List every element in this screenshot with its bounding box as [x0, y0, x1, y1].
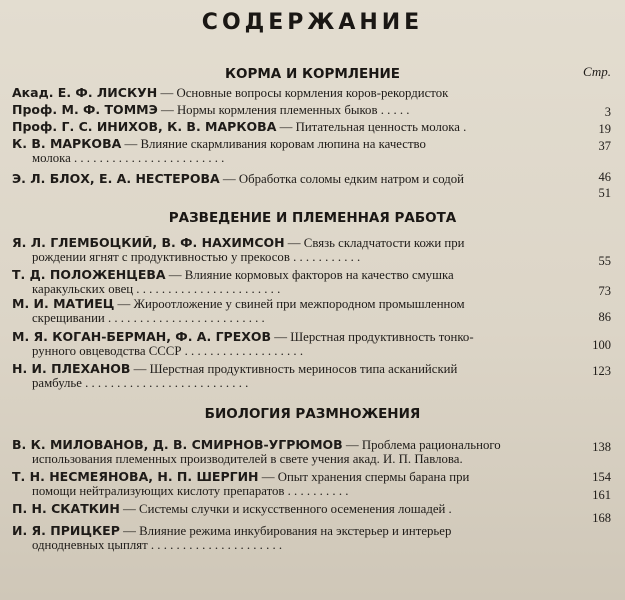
section-heading-feeding: КОРМА И КОРМЛЕНИЕ: [224, 66, 401, 82]
entry-title-continued: рунного овцеводства СССР . . . . . . . . . . . . . . . . . . .: [32, 344, 304, 358]
entry-title-continued: однодневных цыплят . . . . . . . . . . . . . . . . . . . . .: [32, 538, 283, 552]
toc-entry[interactable]: [12, 103, 598, 117]
entry-title: — Опыт хранения спермы барана при: [258, 470, 470, 484]
toc-entry[interactable]: [12, 172, 598, 186]
entry-page-number: 3: [604, 105, 611, 119]
entry-page-number: 46: [598, 170, 611, 184]
entry-title: — Проблема рационального: [342, 438, 501, 452]
toc-entry[interactable]: [12, 86, 598, 100]
entry-title: — Влияние режима инкубирования на экстерьер и интерьер: [119, 524, 452, 538]
toc-entry[interactable]: [12, 502, 598, 516]
entry-authors: Н. И. ПЛЕХАНОВ: [12, 362, 131, 376]
entry-title-continued: рождении ягнят с продуктивностью у прекосов . . . . . . . . . . .: [32, 250, 361, 264]
entry-authors: Э. Л. БЛОХ, Е. А. НЕСТЕРОВА: [12, 172, 220, 186]
toc-entry[interactable]: [12, 137, 598, 165]
entry-title: — Связь складчатости кожи при: [284, 236, 465, 250]
entry-page-number-secondary: 51: [598, 186, 611, 200]
entry-title: — Шерстная продуктивность мериносов типа асканийский: [130, 362, 458, 376]
entry-authors: М. И. МАТИЕЦ: [12, 297, 115, 311]
entry-title-continued: использования племенных производителей в свете учения акад. И. П. Павлова.: [32, 452, 463, 466]
entry-page-number: 55: [598, 254, 611, 268]
entry-page-number: 100: [592, 338, 611, 352]
entry-authors: Я. Л. ГЛЕМБОЦКИЙ, В. Ф. НАХИМСОН: [12, 236, 285, 250]
toc-entry[interactable]: [12, 438, 598, 466]
entry-title: — Влияние скармливания коровам люпина на качество: [121, 137, 426, 151]
toc-entry[interactable]: [12, 120, 598, 134]
entry-title-continued: молока . . . . . . . . . . . . . . . . . . . . . . . .: [32, 151, 225, 165]
toc-entry[interactable]: [12, 524, 598, 552]
entry-authors: М. Я. КОГАН-БЕРМАН, Ф. А. ГРЕХОВ: [12, 330, 272, 344]
entry-page-number: 86: [598, 310, 611, 324]
toc-entry[interactable]: [12, 297, 598, 325]
entry-page-number: 138: [592, 440, 611, 454]
entry-title-continued: каракульских овец . . . . . . . . . . . . . . . . . . . . . . .: [32, 282, 281, 296]
entry-title: — Шерстная продуктивность тонко-: [271, 330, 474, 344]
entry-title-continued: помощи нейтрализующих кислоту препаратов . . . . . . . . . .: [32, 484, 349, 498]
entry-page-number: 73: [598, 284, 611, 298]
toc-entry[interactable]: [12, 268, 598, 296]
entry-authors: Т. Д. ПОЛОЖЕНЦЕВА: [12, 268, 166, 282]
entry-authors: И. Я. ПРИЦКЕР: [12, 524, 120, 538]
entry-authors: В. К. МИЛОВАНОВ, Д. В. СМИРНОВ-УГРЮМОВ: [12, 438, 343, 452]
toc-entry[interactable]: [12, 236, 598, 264]
section-heading-breeding: РАЗВЕДЕНИЕ И ПЛЕМЕННАЯ РАБОТА: [168, 210, 457, 226]
entry-title: — Нормы кормления племенных быков . . . . .: [157, 103, 410, 117]
entry-title: — Жироотложение у свиней при межпородном промышленном: [114, 297, 465, 311]
entry-authors: Акад. Е. Ф. ЛИСКУН: [12, 86, 158, 100]
entry-title: — Влияние кормовых факторов на качество смушка: [165, 268, 454, 282]
entry-page-number: 19: [598, 122, 611, 136]
entry-authors: Проф. Г. С. ИНИХОВ, К. В. МАРКОВА: [12, 120, 277, 134]
section-heading-reproduction: БИОЛОГИЯ РАЗМНОЖЕНИЯ: [204, 406, 421, 422]
page-title: СОДЕРЖАНИЕ: [201, 10, 424, 35]
entry-title-continued: рамбулье . . . . . . . . . . . . . . . . . . . . . . . . . .: [32, 376, 249, 390]
entry-authors: Т. Н. НЕСМЕЯНОВА, Н. П. ШЕРГИН: [12, 470, 259, 484]
entry-page-number: 168: [592, 511, 611, 525]
entry-page-number: 37: [598, 139, 611, 153]
entry-page-number: 161: [592, 488, 611, 502]
entry-authors: К. В. МАРКОВА: [12, 137, 122, 151]
toc-entry[interactable]: [12, 362, 598, 390]
entry-title: — Питательная ценность молока .: [276, 120, 467, 134]
toc-entry[interactable]: [12, 330, 598, 358]
entry-title: — Системы случки и искусственного осеменения лошадей .: [119, 502, 452, 516]
entry-page-number: 154: [592, 470, 611, 484]
page-column-label: Стр.: [583, 64, 611, 79]
entry-page-number: 123: [592, 364, 611, 378]
entry-title-continued: скрещивании . . . . . . . . . . . . . . . . . . . . . . . . .: [32, 311, 265, 325]
entry-authors: П. Н. СКАТКИН: [12, 502, 120, 516]
entry-title: — Основные вопросы кормления коров-рекордисток: [157, 86, 449, 100]
entry-title: — Обработка соломы едким натром и содой: [219, 172, 464, 186]
entry-authors: Проф. М. Ф. ТОММЭ: [12, 103, 158, 117]
toc-entry[interactable]: [12, 470, 598, 498]
